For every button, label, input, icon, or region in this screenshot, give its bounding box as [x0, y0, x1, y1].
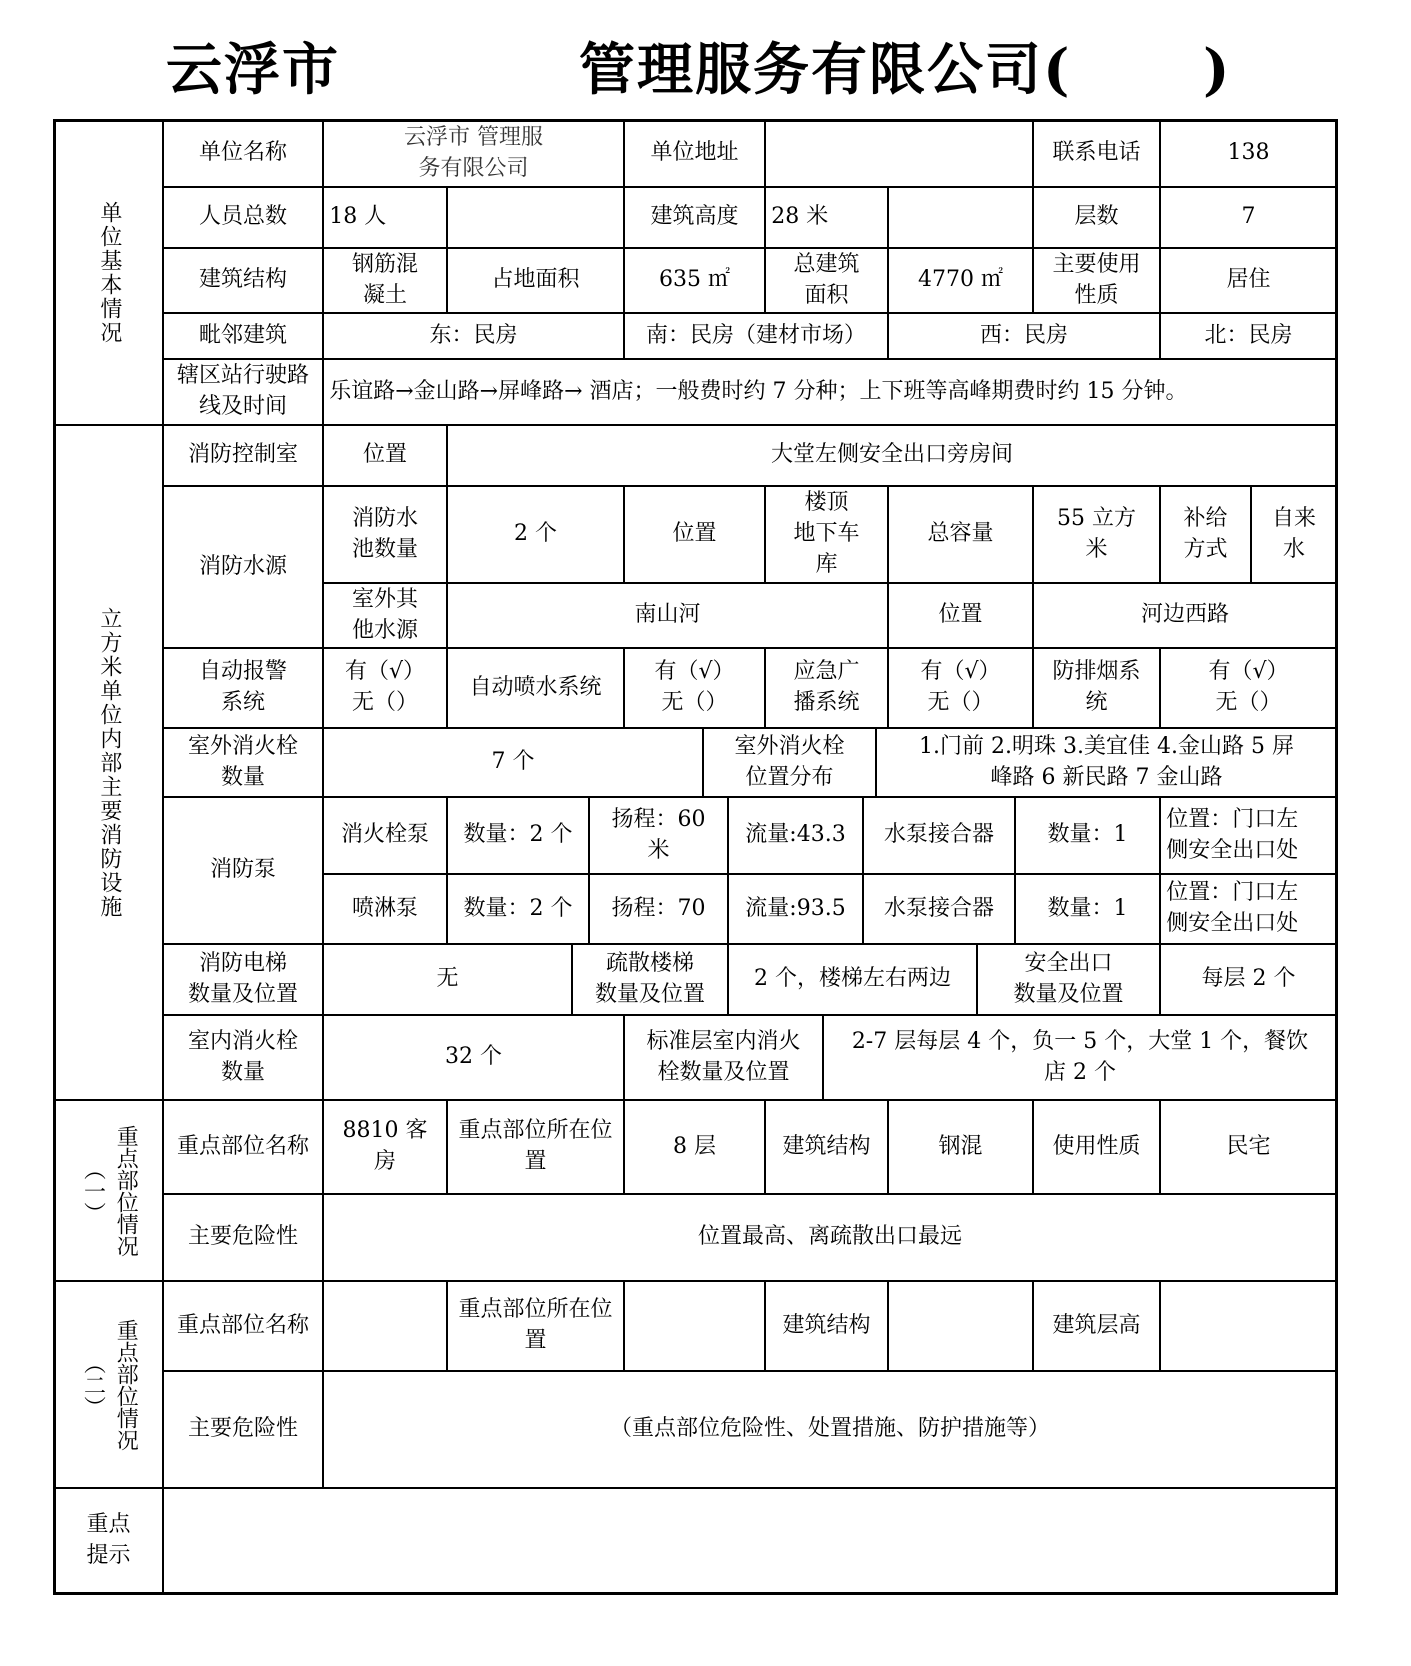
tips-content	[162, 1487, 1338, 1595]
title-city: 云浮市	[166, 37, 340, 103]
adjacent-west: 西：民房	[887, 312, 1161, 360]
address-label: 单位地址	[623, 119, 766, 188]
pump2-pos: 位置：门口左 侧安全出口处	[1159, 873, 1338, 945]
total-area-value: 4770 ㎡	[887, 247, 1034, 314]
key1-structure-label: 建筑结构	[764, 1099, 889, 1195]
smoke-label: 防排烟系 统	[1032, 647, 1161, 729]
hydrant-out-pos-value: 1.门前 2.明珠 3.美宜佳 4.金山路 5 屏 峰路 6 新民路 7 金山路	[875, 727, 1338, 798]
total-area-label: 总建筑 面积	[764, 247, 889, 314]
control-pos-value: 大堂左侧安全出口旁房间	[446, 424, 1338, 487]
adjacent-east: 东：民房	[322, 312, 625, 360]
route-value: 乐谊路→金山路→屏峰路→ 酒店；一般费时约 7 分种；上下班等高峰期费时约 15 分钟。	[322, 358, 1338, 426]
pump1-head: 扬程：60 米	[588, 796, 729, 875]
elevator-value: 无	[322, 943, 573, 1016]
key2-structure-label: 建筑结构	[764, 1280, 889, 1372]
pump2-count: 数量：2 个	[446, 873, 590, 945]
land-area-value: 635 ㎡	[623, 247, 766, 314]
sprinkler-label: 自动喷水系统	[446, 647, 625, 729]
height-label: 建筑高度	[623, 186, 766, 249]
unit-name-label: 单位名称	[162, 119, 324, 188]
hydrant-out-pos-label: 室外消火栓 位置分布	[702, 727, 877, 798]
pool-pos-value: 楼顶 地下车 库	[764, 485, 889, 584]
alarm-value: 有（√） 无（）	[322, 647, 448, 729]
section-key2-title: 重点部位情况	[113, 1318, 139, 1451]
key1-danger-label: 主要危险性	[162, 1193, 324, 1282]
key2-danger-label: 主要危险性	[162, 1370, 324, 1489]
exits-label: 安全出口 数量及位置	[976, 943, 1161, 1016]
other-pos-value: 河边西路	[1032, 582, 1338, 649]
staff-label: 人员总数	[162, 186, 324, 249]
pump1-count: 数量：2 个	[446, 796, 590, 875]
structure-label: 建筑结构	[162, 247, 324, 314]
key1-pos-label: 重点部位所在位置	[446, 1099, 625, 1195]
usage-value: 居住	[1159, 247, 1338, 314]
elevator-label: 消防电梯 数量及位置	[162, 943, 324, 1016]
adjacent-north: 北：民房	[1159, 312, 1338, 360]
key2-height-value	[1159, 1280, 1338, 1372]
water-source-label: 消防水源	[162, 485, 324, 649]
pump2-flow: 流量:93.5	[727, 873, 864, 945]
section-facilities: 立方米单位内部主要消防设施	[53, 424, 164, 1101]
blank-cell	[887, 186, 1034, 249]
capacity-label: 总容量	[887, 485, 1034, 584]
key2-height-label: 建筑层高	[1032, 1280, 1161, 1372]
pump1-flow: 流量:43.3	[727, 796, 864, 875]
pump1-adapter: 水泵接合器	[862, 796, 1016, 875]
land-area-label: 占地面积	[446, 247, 625, 314]
pool-pos-label: 位置	[623, 485, 766, 584]
key2-name-label: 重点部位名称	[162, 1280, 324, 1372]
key2-name-value	[322, 1280, 448, 1372]
blank-cell	[446, 186, 625, 249]
smoke-value: 有（√） 无（）	[1159, 647, 1338, 729]
pump1-pos: 位置：门口左 侧安全出口处	[1159, 796, 1338, 875]
supply-value: 自来 水	[1250, 485, 1338, 584]
pump2-name: 喷淋泵	[322, 873, 448, 945]
key1-name-label: 重点部位名称	[162, 1099, 324, 1195]
floors-label: 层数	[1032, 186, 1161, 249]
section-tips: 重点 提示	[53, 1487, 164, 1595]
key2-structure-value	[887, 1280, 1034, 1372]
hydrant-std-label: 标准层室内消火 栓数量及位置	[623, 1014, 824, 1101]
broadcast-value: 有（√） 无（）	[887, 647, 1034, 729]
stairs-value: 2 个，楼梯左右两边	[727, 943, 978, 1016]
key1-structure-value: 钢混	[887, 1099, 1034, 1195]
structure-value: 钢筋混 凝土	[322, 247, 448, 314]
key1-usage-label: 使用性质	[1032, 1099, 1161, 1195]
hydrant-out-label: 室外消火栓 数量	[162, 727, 324, 798]
other-water-label: 室外其 他水源	[322, 582, 448, 649]
key2-pos-label: 重点部位所在位置	[446, 1280, 625, 1372]
section-key1	[53, 1099, 164, 1282]
alarm-label: 自动报警 系统	[162, 647, 324, 729]
pump2-adapter-count: 数量：1	[1014, 873, 1161, 945]
height-value: 28 米	[764, 186, 889, 249]
exits-value: 每层 2 个	[1159, 943, 1338, 1016]
pump2-adapter: 水泵接合器	[862, 873, 1016, 945]
section-key1-number: （一）	[80, 1157, 106, 1224]
pump1-adapter-count: 数量：1	[1014, 796, 1161, 875]
other-water-value: 南山河	[446, 582, 889, 649]
section-key2	[53, 1280, 164, 1489]
pump1-name: 消火栓泵	[322, 796, 448, 875]
control-pos-label: 位置	[322, 424, 448, 487]
adjacent-south: 南：民房（建材市场）	[623, 312, 889, 360]
key1-name-value: 8810 客 房	[322, 1099, 448, 1195]
phone-value: 138	[1159, 119, 1338, 188]
staff-value: 18 人	[322, 186, 448, 249]
key1-danger-value: 位置最高、离疏散出口最远	[322, 1193, 1338, 1282]
usage-label: 主要使用 性质	[1032, 247, 1161, 314]
unit-name-value: 云浮市 管理服 务有限公司	[322, 119, 625, 188]
title-close-paren: )	[1203, 37, 1232, 103]
hydrant-in-label: 室内消火栓 数量	[162, 1014, 324, 1101]
section-key1-title: 重点部位情况	[113, 1124, 139, 1257]
section-basic-info: 单位基本情况	[53, 119, 164, 426]
broadcast-label: 应急广 播系统	[764, 647, 889, 729]
address-value	[764, 119, 1034, 188]
key1-usage-value: 民宅	[1159, 1099, 1338, 1195]
hydrant-std-value: 2-7 层每层 4 个，负一 5 个，大堂 1 个，餐饮 店 2 个	[822, 1014, 1338, 1101]
control-room-label: 消防控制室	[162, 424, 324, 487]
floors-value: 7	[1159, 186, 1338, 249]
route-label: 辖区站行驶路 线及时间	[162, 358, 324, 426]
phone-label: 联系电话	[1032, 119, 1161, 188]
pump-label: 消防泵	[162, 796, 324, 945]
other-pos-label: 位置	[887, 582, 1034, 649]
title-company: 管理服务有限公司(	[579, 37, 1072, 103]
section-key2-number: （二）	[80, 1351, 106, 1418]
adjacent-label: 毗邻建筑	[162, 312, 324, 360]
capacity-value: 55 立方 米	[1032, 485, 1161, 584]
pool-count-value: 2 个	[446, 485, 625, 584]
supply-label: 补给 方式	[1159, 485, 1252, 584]
hydrant-in-value: 32 个	[322, 1014, 625, 1101]
key1-pos-value: 8 层	[623, 1099, 766, 1195]
stairs-label: 疏散楼梯 数量及位置	[571, 943, 729, 1016]
sprinkler-value: 有（√） 无（）	[623, 647, 766, 729]
key2-danger-value: （重点部位危险性、处置措施、防护措施等）	[322, 1370, 1338, 1489]
key2-pos-value	[623, 1280, 766, 1372]
pool-count-label: 消防水 池数量	[322, 485, 448, 584]
pump2-head: 扬程：70	[588, 873, 729, 945]
hydrant-out-value: 7 个	[322, 727, 704, 798]
